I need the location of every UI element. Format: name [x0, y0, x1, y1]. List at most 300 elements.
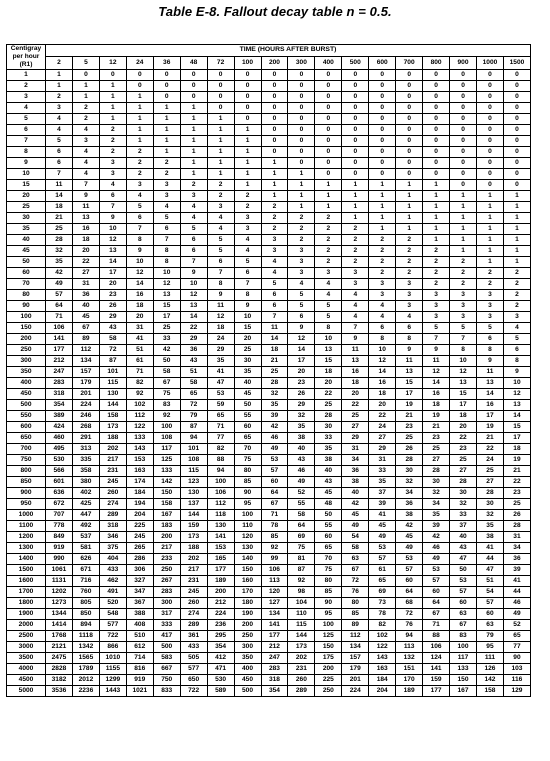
table-row [7, 268, 531, 279]
value-cell: 61 [369, 565, 396, 576]
value-cell: 0 [369, 169, 396, 180]
value-cell: 245 [126, 532, 153, 543]
value-cell: 402 [72, 488, 99, 499]
value-cell: 1 [234, 125, 261, 136]
value-cell: 49 [288, 477, 315, 488]
value-cell: 25 [503, 499, 530, 510]
value-cell: 10 [126, 257, 153, 268]
table-row [7, 642, 531, 653]
value-cell: 106 [261, 565, 288, 576]
value-cell: 1131 [46, 576, 73, 587]
value-cell: 0 [423, 125, 450, 136]
table-row [7, 400, 531, 411]
value-cell: 0 [396, 114, 423, 125]
value-cell: 4 [153, 202, 180, 213]
value-cell: 354 [207, 642, 234, 653]
value-cell: 0 [261, 70, 288, 81]
value-cell: 19 [477, 422, 504, 433]
value-cell: 33 [369, 466, 396, 477]
value-cell: 500 [234, 686, 261, 697]
value-cell: 358 [72, 466, 99, 477]
table-row [7, 114, 531, 125]
value-cell: 71 [207, 422, 234, 433]
dose-rate-cell: 5000 [7, 686, 46, 697]
value-cell: 2 [423, 279, 450, 290]
value-cell: 3 [342, 268, 369, 279]
value-cell: 150 [315, 642, 342, 653]
value-cell: 0 [234, 92, 261, 103]
value-cell: 1 [477, 246, 504, 257]
value-cell: 20 [99, 279, 126, 290]
table-row [7, 367, 531, 378]
value-cell: 42 [423, 532, 450, 543]
value-cell: 13 [72, 213, 99, 224]
value-cell: 1 [503, 191, 530, 202]
value-cell: 4 [46, 114, 73, 125]
value-cell: 5 [315, 301, 342, 312]
table-row [7, 147, 531, 158]
value-cell: 0 [126, 70, 153, 81]
value-cell: 1 [503, 213, 530, 224]
dose-rate-cell: 50 [7, 257, 46, 268]
value-cell: 265 [126, 543, 153, 554]
value-cell: 1 [261, 158, 288, 169]
value-cell: 13 [153, 290, 180, 301]
value-cell: 22 [450, 433, 477, 444]
value-cell: 18 [72, 235, 99, 246]
value-cell: 0 [315, 103, 342, 114]
value-cell: 64 [423, 598, 450, 609]
value-cell: 919 [46, 543, 73, 554]
value-cell: 99 [261, 554, 288, 565]
value-cell: 0 [503, 169, 530, 180]
value-cell: 53 [369, 543, 396, 554]
value-cell: 291 [72, 433, 99, 444]
value-cell: 816 [126, 664, 153, 675]
table-row [7, 411, 531, 422]
value-cell: 2 [126, 158, 153, 169]
value-cell: 433 [180, 642, 207, 653]
value-cell: 3 [207, 202, 234, 213]
value-cell: 68 [396, 598, 423, 609]
value-cell: 65 [207, 411, 234, 422]
value-cell: 43 [315, 477, 342, 488]
value-cell: 0 [503, 147, 530, 158]
value-cell: 85 [315, 587, 342, 598]
value-cell: 0 [288, 70, 315, 81]
value-cell: 530 [46, 455, 73, 466]
value-cell: 32 [423, 488, 450, 499]
table-row [7, 587, 531, 598]
value-cell: 45 [342, 510, 369, 521]
dose-rate-cell: 600 [7, 422, 46, 433]
value-cell: 0 [396, 103, 423, 114]
value-cell: 225 [126, 521, 153, 532]
value-cell: 111 [477, 653, 504, 664]
value-cell: 2 [288, 224, 315, 235]
value-cell: 100 [234, 510, 261, 521]
table-row [7, 224, 531, 235]
value-cell: 14 [369, 367, 396, 378]
dose-rate-cell: 1 [7, 70, 46, 81]
value-cell: 113 [396, 642, 423, 653]
value-cell: 0 [477, 103, 504, 114]
value-cell: 37 [450, 521, 477, 532]
value-cell: 21 [503, 466, 530, 477]
value-cell: 16 [72, 224, 99, 235]
value-cell: 289 [288, 686, 315, 697]
value-cell: 43 [180, 356, 207, 367]
value-cell: 38 [288, 433, 315, 444]
value-cell: 0 [261, 125, 288, 136]
value-cell: 17 [99, 268, 126, 279]
value-cell: 1 [180, 158, 207, 169]
table-row [7, 554, 531, 565]
value-cell: 0 [423, 70, 450, 81]
value-cell: 12 [450, 367, 477, 378]
value-cell: 6 [180, 235, 207, 246]
value-cell: 43 [288, 455, 315, 466]
value-cell: 6 [126, 213, 153, 224]
value-cell: 2 [396, 235, 423, 246]
value-cell: 5 [207, 246, 234, 257]
value-cell: 267 [153, 576, 180, 587]
value-cell: 7 [99, 202, 126, 213]
value-cell: 71 [423, 620, 450, 631]
value-cell: 1 [261, 169, 288, 180]
value-cell: 1 [450, 235, 477, 246]
value-cell: 83 [450, 631, 477, 642]
hour-column-header: 200 [261, 56, 288, 69]
value-cell: 110 [234, 521, 261, 532]
value-cell: 367 [126, 598, 153, 609]
value-cell: 175 [315, 653, 342, 664]
value-cell: 0 [423, 169, 450, 180]
value-cell: 57 [369, 554, 396, 565]
value-cell: 34 [342, 455, 369, 466]
value-cell: 1 [72, 92, 99, 103]
value-cell: 150 [450, 675, 477, 686]
value-cell: 0 [342, 147, 369, 158]
value-cell: 347 [126, 587, 153, 598]
value-cell: 1565 [72, 653, 99, 664]
value-cell: 0 [450, 114, 477, 125]
value-cell: 3182 [46, 675, 73, 686]
value-cell: 33 [315, 433, 342, 444]
table-row [7, 334, 531, 345]
value-cell: 2 [477, 279, 504, 290]
value-cell: 47 [207, 378, 234, 389]
value-cell: 318 [46, 389, 73, 400]
value-cell: 41 [477, 543, 504, 554]
value-cell: 43 [99, 323, 126, 334]
value-cell: 1 [180, 125, 207, 136]
value-cell: 141 [46, 334, 73, 345]
dose-rate-cell: 70 [7, 279, 46, 290]
value-cell: 0 [503, 81, 530, 92]
value-cell: 1 [369, 180, 396, 191]
value-cell: 115 [180, 466, 207, 477]
value-cell: 0 [503, 92, 530, 103]
dose-rate-cell: 250 [7, 345, 46, 356]
value-cell: 29 [288, 400, 315, 411]
table-row [7, 598, 531, 609]
value-cell: 286 [126, 554, 153, 565]
value-cell: 12 [126, 268, 153, 279]
dose-rate-cell: 80 [7, 290, 46, 301]
value-cell: 4 [342, 301, 369, 312]
value-cell: 65 [234, 433, 261, 444]
table-row [7, 158, 531, 169]
value-cell: 31 [369, 455, 396, 466]
dose-rate-cell: 30 [7, 213, 46, 224]
value-cell: 69 [369, 587, 396, 598]
value-cell: 318 [99, 521, 126, 532]
value-cell: 18 [126, 301, 153, 312]
value-cell: 224 [72, 400, 99, 411]
value-cell: 3 [261, 235, 288, 246]
value-cell: 72 [180, 400, 207, 411]
value-cell: 117 [450, 653, 477, 664]
value-cell: 0 [396, 136, 423, 147]
value-cell: 4 [180, 202, 207, 213]
value-cell: 177 [46, 345, 73, 356]
table-row [7, 620, 531, 631]
value-cell: 18 [423, 400, 450, 411]
value-cell: 4 [342, 312, 369, 323]
value-cell: 1 [288, 180, 315, 191]
value-cell: 23 [288, 378, 315, 389]
value-cell: 112 [207, 499, 234, 510]
value-cell: 0 [477, 114, 504, 125]
value-cell: 20 [315, 378, 342, 389]
value-cell: 1 [315, 180, 342, 191]
value-cell: 2 [261, 213, 288, 224]
value-cell: 6 [207, 257, 234, 268]
value-cell: 1 [153, 125, 180, 136]
value-cell: 247 [261, 653, 288, 664]
value-cell: 58 [180, 378, 207, 389]
value-cell: 0 [126, 81, 153, 92]
value-cell: 0 [342, 103, 369, 114]
value-cell: 246 [72, 411, 99, 422]
value-cell: 1 [396, 191, 423, 202]
value-cell: 10 [180, 279, 207, 290]
value-cell: 0 [396, 169, 423, 180]
value-cell: 3 [288, 268, 315, 279]
value-cell: 583 [153, 653, 180, 664]
value-cell: 3 [72, 136, 99, 147]
value-cell: 35 [207, 356, 234, 367]
hour-column-header: 2 [46, 56, 73, 69]
value-cell: 204 [369, 686, 396, 697]
value-cell: 201 [72, 389, 99, 400]
value-cell: 45 [396, 532, 423, 543]
value-cell: 200 [153, 532, 180, 543]
table-row [7, 345, 531, 356]
value-cell: 1 [423, 213, 450, 224]
value-cell: 130 [180, 488, 207, 499]
value-cell: 72 [396, 609, 423, 620]
value-cell: 224 [207, 609, 234, 620]
value-cell: 1202 [46, 587, 73, 598]
dose-rate-cell: 550 [7, 411, 46, 422]
dose-rate-cell: 200 [7, 334, 46, 345]
value-cell: 4 [315, 290, 342, 301]
value-cell: 29 [207, 345, 234, 356]
value-cell: 1 [207, 114, 234, 125]
value-cell: 141 [261, 620, 288, 631]
value-cell: 58 [288, 510, 315, 521]
value-cell: 0 [234, 103, 261, 114]
value-cell: 3 [153, 180, 180, 191]
value-cell: 89 [342, 620, 369, 631]
table-row [7, 664, 531, 675]
value-cell: 0 [261, 136, 288, 147]
value-cell: 671 [72, 565, 99, 576]
value-cell: 4 [180, 213, 207, 224]
value-cell: 70 [234, 444, 261, 455]
value-cell: 12 [423, 367, 450, 378]
value-cell: 14 [46, 191, 73, 202]
value-cell: 274 [180, 609, 207, 620]
value-cell: 25 [396, 433, 423, 444]
table-row [7, 81, 531, 92]
value-cell: 2 [369, 257, 396, 268]
value-cell: 2475 [46, 653, 73, 664]
value-cell: 167 [450, 686, 477, 697]
table-row [7, 466, 531, 477]
hour-column-header: 48 [180, 56, 207, 69]
value-cell: 0 [450, 180, 477, 191]
value-cell: 80 [234, 466, 261, 477]
value-cell: 3 [288, 257, 315, 268]
row-header-line: (R1) [19, 61, 33, 68]
value-cell: 80 [315, 576, 342, 587]
table-row [7, 499, 531, 510]
value-cell: 85 [234, 477, 261, 488]
value-cell: 13 [315, 345, 342, 356]
value-cell: 95 [477, 642, 504, 653]
value-cell: 72 [342, 576, 369, 587]
value-cell: 126 [477, 664, 504, 675]
dose-rate-cell: 500 [7, 400, 46, 411]
value-cell: 10 [503, 378, 530, 389]
value-cell: 1414 [46, 620, 73, 631]
value-cell: 8 [315, 323, 342, 334]
value-cell: 5 [315, 312, 342, 323]
value-cell: 1299 [99, 675, 126, 686]
value-cell: 505 [180, 653, 207, 664]
value-cell: 49 [46, 279, 73, 290]
value-cell: 231 [180, 576, 207, 587]
value-cell: 0 [450, 136, 477, 147]
value-cell: 667 [153, 664, 180, 675]
value-cell: 18 [342, 378, 369, 389]
value-cell: 79 [477, 631, 504, 642]
value-cell: 12 [503, 389, 530, 400]
value-cell: 919 [126, 675, 153, 686]
value-cell: 41 [126, 334, 153, 345]
table-row [7, 323, 531, 334]
value-cell: 2 [477, 268, 504, 279]
value-cell: 1342 [72, 642, 99, 653]
value-cell: 491 [99, 587, 126, 598]
value-cell: 160 [234, 576, 261, 587]
value-cell: 2 [234, 191, 261, 202]
value-cell: 142 [477, 675, 504, 686]
value-cell: 67 [261, 499, 288, 510]
value-cell: 18 [369, 389, 396, 400]
value-cell: 16 [369, 378, 396, 389]
value-cell: 28 [450, 477, 477, 488]
value-cell: 22 [72, 257, 99, 268]
value-cell: 0 [342, 70, 369, 81]
row-header-cell [7, 45, 46, 70]
value-cell: 295 [207, 631, 234, 642]
value-cell: 1 [180, 103, 207, 114]
table-row [7, 521, 531, 532]
value-cell: 500 [153, 642, 180, 653]
value-cell: 57 [423, 576, 450, 587]
value-cell: 626 [72, 554, 99, 565]
value-cell: 1 [126, 103, 153, 114]
value-cell: 245 [99, 477, 126, 488]
value-cell: 101 [99, 367, 126, 378]
value-cell: 39 [503, 565, 530, 576]
table-row [7, 103, 531, 114]
table-row [7, 235, 531, 246]
value-cell: 2 [180, 180, 207, 191]
value-cell: 1 [126, 125, 153, 136]
value-cell: 51 [180, 367, 207, 378]
value-cell: 3 [342, 279, 369, 290]
value-cell: 71 [126, 367, 153, 378]
value-cell: 0 [477, 169, 504, 180]
value-cell: 32 [261, 389, 288, 400]
table-row [7, 422, 531, 433]
value-cell: 3 [126, 180, 153, 191]
dose-rate-cell: 3000 [7, 642, 46, 653]
value-cell: 233 [153, 554, 180, 565]
value-cell: 581 [72, 543, 99, 554]
value-cell: 90 [315, 598, 342, 609]
value-cell: 4 [315, 279, 342, 290]
value-cell: 117 [153, 444, 180, 455]
value-cell: 28 [503, 521, 530, 532]
value-cell: 1 [423, 224, 450, 235]
dose-rate-cell: 9 [7, 158, 46, 169]
value-cell: 27 [369, 433, 396, 444]
value-cell: 0 [342, 136, 369, 147]
value-cell: 3 [450, 301, 477, 312]
value-cell: 2 [99, 147, 126, 158]
value-cell: 3 [450, 312, 477, 323]
value-cell: 27 [423, 455, 450, 466]
value-cell: 1 [477, 235, 504, 246]
value-cell: 40 [234, 378, 261, 389]
table-row [7, 686, 531, 697]
value-cell: 12 [369, 356, 396, 367]
value-cell: 144 [99, 400, 126, 411]
value-cell: 42 [342, 499, 369, 510]
value-cell: 6 [153, 224, 180, 235]
table-row [7, 455, 531, 466]
value-cell: 0 [315, 114, 342, 125]
value-cell: 346 [99, 532, 126, 543]
value-cell: 10 [450, 356, 477, 367]
value-cell: 0 [153, 81, 180, 92]
